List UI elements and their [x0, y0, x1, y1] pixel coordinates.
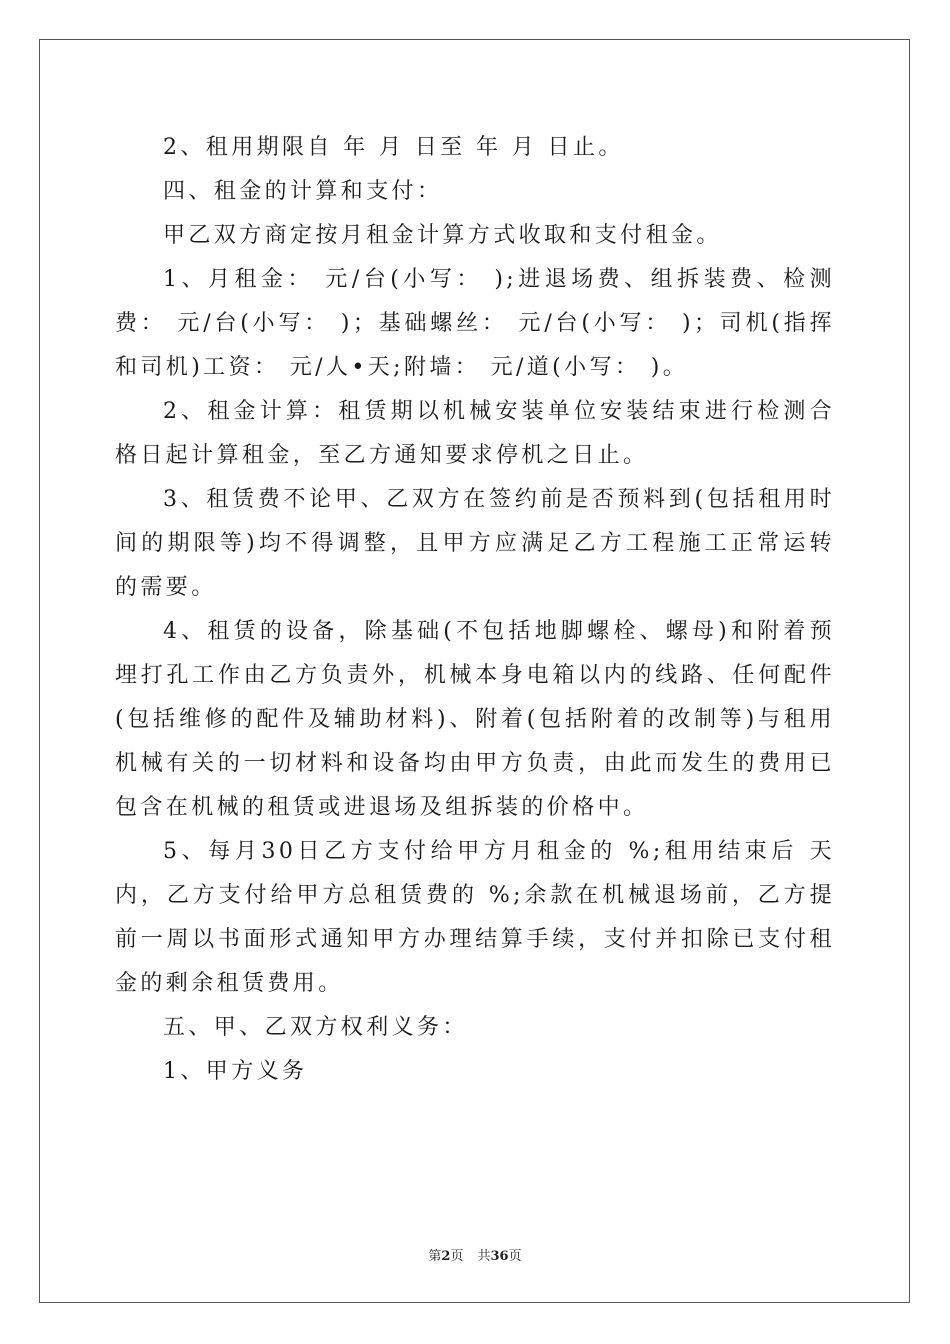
- page-prefix: 第: [428, 1249, 442, 1264]
- document-body: [115, 126, 835, 1094]
- heading-party-a-obligations: 1、甲方义务: [163, 1059, 308, 1084]
- total-prefix: 共: [477, 1249, 491, 1264]
- paragraph-equipment-responsibility: 4、租赁的设备，除基础(不包括地脚螺栓、螺母)和附着预埋打孔工作由乙方负责外，机械本身电箱以内的线路、任何配件(包括维修的配件及辅助材料)、附着(包括附着的改制等)与租用机械有关的一切材料和设备均由甲方负责，由此而发生的费用已包含在机械的租赁或进退场及组拆装的价格中。: [115, 619, 835, 820]
- paragraph-rent-method: 甲乙双方商定按月租金计算方式收取和支付租金。: [163, 223, 722, 248]
- paragraph-rent-computation: 2、租金计算：租赁期以机械安装单位安装结束进行检测合格日起计算租金，至乙方通知要求停机之日止。: [115, 399, 835, 468]
- heading-rent-calculation: 四、租金的计算和支付：: [163, 179, 443, 204]
- paragraph-lease-term: 2、租用期限自 年 月 日至 年 月 日止。: [163, 135, 624, 160]
- total-suffix: 页: [508, 1249, 522, 1264]
- page-suffix: 页: [450, 1249, 464, 1264]
- paragraph-payment-schedule: 5、每月30日乙方支付给甲方月租金的 %;租用结束后 天内，乙方支付给甲方总租赁费的 %;余款在机械退场前，乙方提前一周以书面形式通知甲方办理结算手续，支付并扣除已支付租金的剩余租赁费用。: [115, 839, 835, 996]
- total-pages: 36: [490, 1249, 509, 1264]
- heading-rights-obligations: 五、甲、乙双方权利义务：: [163, 1015, 468, 1040]
- paragraph-monthly-rent: 1、月租金： 元/台(小写： );进退场费、组拆装费、检测费： 元/台(小写： )；基础螺丝： 元/台(小写： )；司机(指挥和司机)工资： 元/人•天;附墙： 元/道(小写： )。: [115, 267, 835, 380]
- paragraph-fee-adjustment: 3、租赁费不论甲、乙双方在签约前是否预料到(包括租用时间的期限等)均不得调整，且甲方应满足乙方工程施工正常运转的需要。: [115, 487, 835, 600]
- page-number: 2: [441, 1249, 451, 1264]
- page-footer: [0, 1245, 950, 1264]
